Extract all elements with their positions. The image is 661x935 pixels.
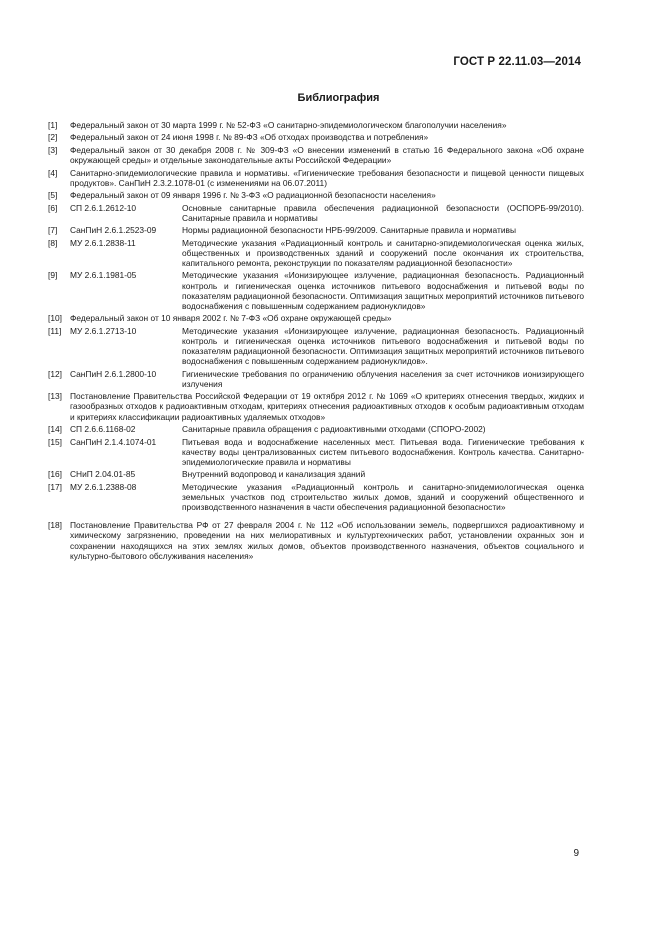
entry-number: [13]	[48, 391, 62, 402]
entry-number: [11]	[48, 325, 62, 336]
bibliography-entry-10	[48, 313, 584, 323]
bibliography-entry-11	[48, 326, 584, 367]
entry-number: [16]	[48, 469, 62, 480]
entry-code: СП 2.6.1.2612-10	[70, 202, 137, 213]
entry-text: Федеральный закон от 30 декабря 2008 г. № 309-ФЗ «О внесении изменений в статью 16 Федерального закона «Об охране окружающей среды» и отдельные законодательные акты Российской Федерации»	[70, 144, 584, 166]
entry-description: Нормы радиационной безопасности НРБ-99/2009. Санитарные правила и нормативы	[182, 225, 516, 236]
entry-code: МУ 2.6.1.1981-05	[70, 270, 137, 281]
entry-description: Методические указания «Радиационный контроль и санитарно-эпидемиологическая оценка земельных участков под строительство жилых домов, зданий и сооружений общественного и производственного назначения в части обеспечения радиационной безопасности»	[182, 481, 584, 513]
entry-code: СНиП 2.04.01-85	[70, 469, 136, 480]
entry-number: [12]	[48, 368, 62, 379]
entry-code: МУ 2.6.1.2838-11	[70, 237, 136, 248]
entry-number: [8]	[48, 237, 58, 248]
entry-code: СанПиН 2.6.1.2523-09	[70, 225, 157, 236]
entry-text: Федеральный закон от 09 января 1996 г. № 3-ФЗ «О радиационной безопасности населения»	[70, 190, 436, 201]
entry-description: Внутренний водопровод и канализация зданий	[182, 469, 366, 480]
entry-number: [10]	[48, 313, 62, 324]
bibliography-title: Библиография	[297, 92, 380, 104]
bibliography-list	[48, 120, 584, 563]
entry-code: СанПиН 2.6.1.2800-10	[70, 368, 157, 379]
entry-code: СП 2.6.6.1168-02	[70, 424, 136, 435]
bibliography-entry-15	[48, 437, 584, 467]
entry-number: [9]	[48, 270, 58, 281]
entry-text: Постановление Правительства Российской Федерации от 19 октября 2012 г. № 1069 «О критериях отнесения твердых, жидких и газообразных отходов к радиоактивным отходам, критериях отнесения радиоактивных отходов к особым радиоактивным отходам и критериях классификации радиоактивных удаляемых отходов»	[70, 391, 584, 422]
bibliography-entry-4	[48, 168, 584, 188]
page-number: 9	[573, 848, 579, 859]
entry-description: Методические указания «Ионизирующее излучение, радиационная безопасность. Радиационный контроль и гигиеническая оценка источников питьевого водоснабжения и питьевой воды по показателям радиационной безопасности. Оптимизация защитных мероприятий источников питьевого водоснабжения с повышенным содержанием радионуклидов»	[182, 270, 584, 311]
entry-description: Методические указания «Ионизирующее излучение, радиационная безопасность. Радиационный контроль и гигиеническая оценка источников питьевого водоснабжения и питьевой воды по показателям радиационной безопасности. Оптимизация защитных мероприятий источников питьевого водоснабжения с повышенным содержанием радионуклидов».	[182, 325, 584, 367]
entry-description: Гигиенические требования по ограничению облучения населения за счет источников ионизирующего излучения	[182, 368, 584, 389]
bibliography-entry-8	[48, 238, 584, 268]
bibliography-entry-18	[48, 520, 584, 561]
entry-number: [6]	[48, 202, 58, 213]
entry-text: Постановление Правительства РФ от 27 февраля 2004 г. № 112 «Об использовании земель, подвергшихся радиоактивному и химическому загрязнению, проведении на них мелиоративных и культуртехнических работ, установлении охранных зон и сохранении находящихся на этих землях жилых домов, объектов производственного назначения, объектов социального и культурно-бытового обслуживания населения»	[70, 520, 584, 561]
bibliography-entry-13	[48, 391, 584, 421]
entry-number: [7]	[48, 225, 58, 236]
bibliography-entry-6	[48, 203, 584, 223]
entry-description: Санитарные правила обращения с радиоактивными отходами (СПОРО-2002)	[182, 424, 486, 435]
entry-description: Питьевая вода и водоснабжение населенных мест. Питьевая вода. Гигиенические требования к качеству воды централизованных систем питьевого водоснабжения. Контроль качества. Санитарно-эпидемиологические правила и нормативы	[182, 436, 584, 467]
bibliography-entry-1	[48, 120, 584, 130]
bibliography-entry-9	[48, 270, 584, 311]
entry-text: Федеральный закон от 30 марта 1999 г. № 52-ФЗ «О санитарно-эпидемиологическом благополучии населения»	[70, 120, 507, 130]
entry-code: СанПиН 2.1.4.1074-01	[70, 436, 157, 447]
entry-number: [14]	[48, 424, 62, 435]
bibliography-entry-12	[48, 369, 584, 389]
entry-text: Санитарно-эпидемиологические правила и нормативы. «Гигиенические требования безопасности и пищевой ценности пищевых продуктов». СанПиН 2.3.2.1078-01 (с изменениями на 06.07.2011)	[70, 167, 584, 188]
bibliography-entry-3	[48, 145, 584, 165]
bibliography-entry-16	[48, 469, 584, 479]
bibliography-entry-7	[48, 225, 584, 235]
bibliography-entry-2	[48, 132, 584, 142]
entry-number: [4]	[48, 167, 58, 178]
entry-number: [2]	[48, 132, 58, 143]
entry-number: [3]	[48, 144, 58, 155]
bibliography-entry-5	[48, 190, 584, 200]
entry-code: МУ 2.6.1.2713-10	[70, 325, 137, 336]
entry-number: [18]	[48, 520, 62, 531]
entry-text: Федеральный закон от 10 января 2002 г. № 7-ФЗ «Об охране окружающей среды»	[70, 313, 392, 324]
entry-code: МУ 2.6.1.2388-08	[70, 481, 137, 492]
entry-description: Методические указания «Радиационный контроль и санитарно-эпидемиологическая оценка жилых, общественных и производственных зданий и сооружений после окончания их строительства, капитального ремонта, реконструкции по показателям радиационной безопасности»	[182, 237, 584, 268]
bibliography-entry-14	[48, 424, 584, 434]
entry-description: Основные санитарные правила обеспечения радиационной безопасности (ОСПОРБ-99/2010). Санитарные правила и нормативы	[182, 202, 584, 223]
entry-number: [17]	[48, 481, 62, 492]
document-code-header: ГОСТ Р 22.11.03—2014	[453, 56, 581, 68]
entry-text: Федеральный закон от 24 июня 1998 г. № 89-ФЗ «Об отходах производства и потребления»	[70, 132, 429, 143]
entry-number: [15]	[48, 436, 62, 447]
entry-number: [5]	[48, 190, 58, 201]
entry-number: [1]	[48, 120, 58, 130]
bibliography-entry-17	[48, 482, 584, 512]
